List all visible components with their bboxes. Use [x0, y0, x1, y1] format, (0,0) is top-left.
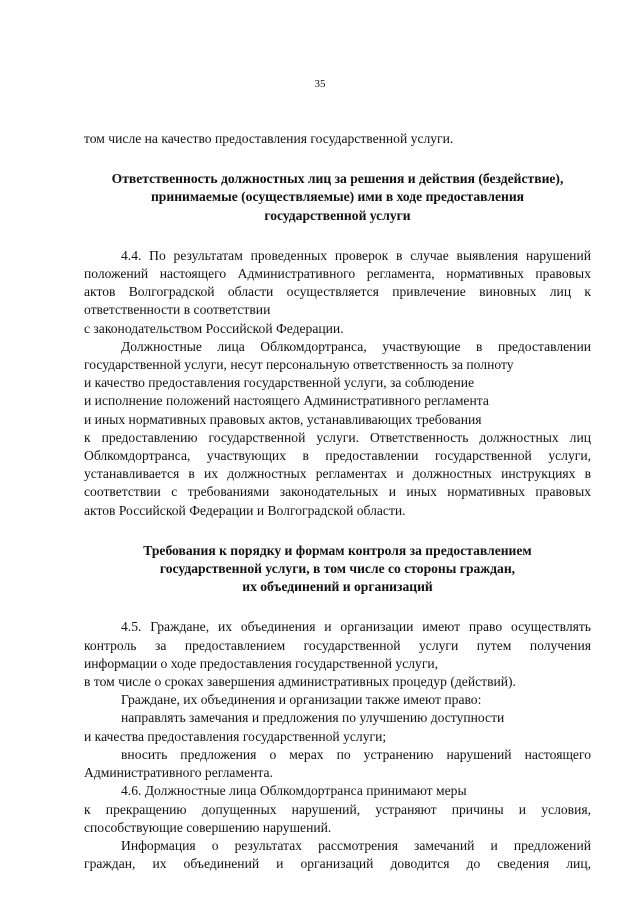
text-line: Должностные лица Облкомдортранса, участвующие в предоставлении — [121, 338, 591, 354]
text-line: к предоставлению государственной услуги. Ответственность должностных лиц — [84, 429, 591, 445]
text-line: Информация о результатах рассмотрения замечаний и предложений — [121, 837, 591, 853]
text-line: Административного регламента. — [84, 765, 273, 781]
heading-line: принимаемые (осуществляемые) ими в ходе предоставления — [150, 189, 525, 205]
text-line: и исполнение положений настоящего Административного регламента — [84, 393, 489, 409]
heading-line: Ответственность должностных лиц за решения и действия (бездействие), — [111, 171, 564, 187]
section-4-4 — [84, 247, 591, 520]
text-line: 4.4. По результатам проведенных проверок в случае выявления нарушений — [121, 247, 591, 263]
text-line: государственной услуги, несут персональную ответственность за полноту — [84, 357, 514, 373]
heading-line: государственной услуги, в том числе со стороны граждан, — [159, 561, 516, 577]
text-line: контроль за предоставлением государственной услуги путем получения — [84, 637, 591, 653]
text-line: направлять замечания и предложения по улучшению доступности — [121, 710, 505, 726]
text-line: устанавливается в их должностных регламентах и должностных инструкциях в — [84, 466, 591, 482]
heading-responsibility — [84, 170, 591, 225]
section-4-5-4-6 — [84, 618, 591, 873]
intro-line: том числе на качество предоставления государственной услуги. — [84, 131, 454, 146]
text-line: граждан, их объединений и организаций доводится до сведения лиц, — [84, 856, 591, 872]
heading-line: их объединений и организаций — [242, 579, 433, 595]
text-line: 4.6. Должностные лица Облкомдортранса принимают меры — [121, 783, 467, 799]
text-line: соответствии с требованиями законодательных и иных нормативных правовых — [84, 484, 591, 500]
text-line: способствующие совершению нарушений. — [84, 819, 332, 835]
text-line: с законодательством Российской Федерации. — [84, 320, 344, 336]
text-line: ответственности в соответствии — [84, 302, 271, 318]
text-line: в том числе о сроках завершения административных процедур (действий). — [84, 674, 516, 690]
text-line: и качества предоставления государственной услуги; — [84, 728, 387, 744]
heading-control-requirements — [84, 542, 591, 597]
text-line: актов Российской Федерации и Волгоградской области. — [84, 502, 406, 518]
text-line: Граждане, их объединения и организации также имеют право: — [121, 692, 482, 708]
text-line: и иных нормативных правовых актов, устанавливающих требования — [84, 411, 482, 427]
text-line: информации о ходе предоставления государственной услуги, — [84, 655, 439, 671]
text-line: 4.5. Граждане, их объединения и организации имеют право осуществлять — [121, 619, 591, 635]
heading-line: Требования к порядку и формам контроля за предоставлением — [143, 542, 532, 558]
heading-line: государственной услуги — [264, 207, 411, 223]
text-line: и качество предоставления государственной услуги, за соблюдение — [84, 375, 475, 391]
page-number: 35 — [314, 78, 326, 90]
document-body — [84, 130, 591, 873]
text-line: Облкомдортранса, участвующих в предоставлении государственной услуги, — [84, 448, 591, 464]
text-line: к прекращению допущенных нарушений, устраняют причины и условия, — [84, 801, 591, 817]
text-line: актов Волгоградской области осуществляется привлечение виновных лиц к — [84, 284, 591, 300]
text-line: положений настоящего Административного регламента, нормативных правовых — [84, 266, 591, 282]
text-line: вносить предложения о мерах по устранению нарушений настоящего — [121, 746, 591, 762]
